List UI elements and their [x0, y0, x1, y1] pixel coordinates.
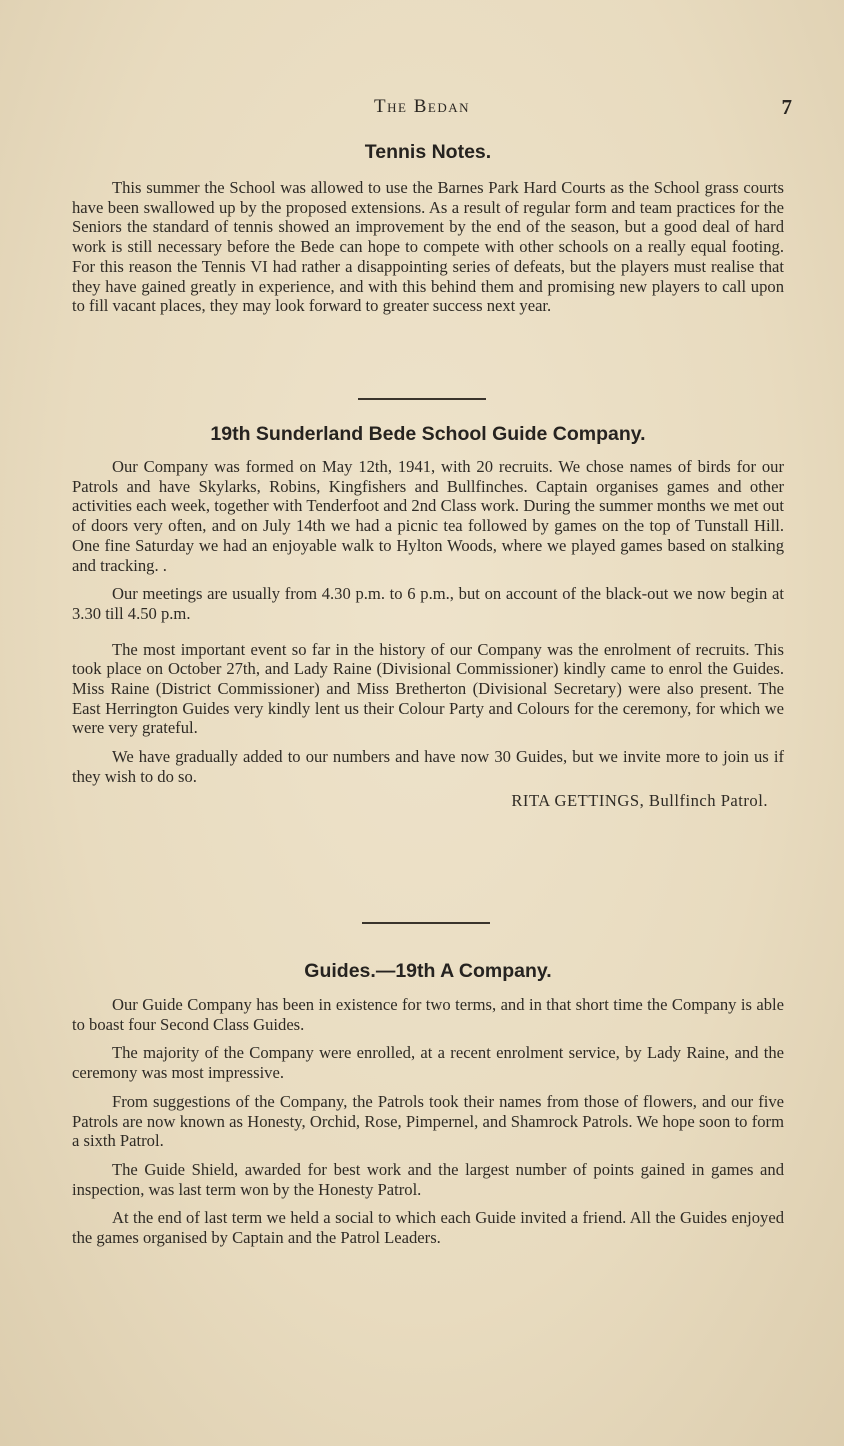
section-heading-tennis: Tennis Notes. [364, 141, 492, 163]
signature: RITA GETTINGS, Bullfinch Patrol. [511, 790, 768, 810]
guides-a-paragraph-1: Our Guide Company has been in existence for two terms, and in that short time the Company is able to boast four Second Class Guides. [72, 995, 784, 1034]
guides-a-paragraph-2: The majority of the Company were enrolled, at a recent enrolment service, by Lady Raine, and the ceremony was most impressive. [72, 1043, 784, 1083]
section-guide-company [72, 423, 784, 810]
section-guides-a-company [72, 960, 784, 1248]
section-divider [358, 398, 486, 400]
section-divider [362, 922, 490, 924]
page-number: 7 [781, 95, 792, 119]
running-title: The Bedan [374, 96, 470, 117]
section-heading-guide-company: 19th Sunderland Bede School Guide Company. [210, 423, 646, 445]
guides-a-paragraph-4: The Guide Shield, awarded for best work and the largest number of points gained in games and inspection, was last term won by the Honesty Patrol. [72, 1159, 784, 1199]
guide-paragraph-2: Our meetings are usually from 4.30 p.m. to 6 p.m., but on account of the black-out we now begin at 3.30 till 4.50 p.m. [72, 584, 784, 623]
section-tennis-notes [72, 141, 784, 316]
guide-paragraph-4: We have gradually added to our numbers and have now 30 Guides, but we invite more to join us if they wish to do so. [72, 747, 784, 786]
running-head [0, 96, 844, 122]
section-heading-guides-a: Guides.—19th A Company. [304, 960, 552, 982]
guides-a-paragraph-3: From suggestions of the Company, the Patrols took their names from those of flowers, and our five Patrols are now known as Honesty, Orchid, Rose, Pimpernel, and Shamrock Patrols. We hope soon to form a sixth Patrol. [72, 1091, 784, 1151]
guides-a-paragraph-5: At the end of last term we held a social to which each Guide invited a friend. All the Guides enjoyed the games organised by Captain and the Patrol Leaders. [72, 1208, 784, 1248]
guide-paragraph-3: The most important event so far in the history of our Company was the enrolment of recruits. This took place on October 27th, and Lady Raine (Divisional Commissioner) kindly came to enrol the Guides. Miss Raine (District Commissioner) and Miss Bretherton (Divisional Secretary) were also present. The East Herrington Guides very kindly lent us their Colour Party and Colours for the ceremony, for which we were very grateful. [72, 639, 784, 738]
guide-paragraph-1: Our Company was formed on May 12th, 1941, with 20 recruits. We chose names of birds for our Patrols and have Skylarks, Robins, Kingfishers and Bullfinches. Captain organises games and other activities each week, together with Tenderfoot and 2nd Class work. During the summer months we met out of doors very often, and on July 14th we had a picnic tea followed by games on the top of Tunstall Hill. One fine Saturday we had an enjoyable walk to Hylton Woods, where we played games based on stalking and tracking. . [72, 457, 784, 575]
tennis-paragraph-1: This summer the School was allowed to use the Barnes Park Hard Courts as the School grass courts have been swallowed up by the proposed extensions. As a result of regular form and team practices for the Seniors the standard of tennis showed an improvement by the end of the season, but a good deal of hard work is still necessary before the Bede can hope to compete with other schools on a really equal footing. For this reason the Tennis VI had rather a disappointing series of defeats, but the players must realise that they have gained greatly in experience, and with this behind them and promising new players to call upon to fill vacant places, they may look forward to greater success next year. [72, 178, 784, 316]
